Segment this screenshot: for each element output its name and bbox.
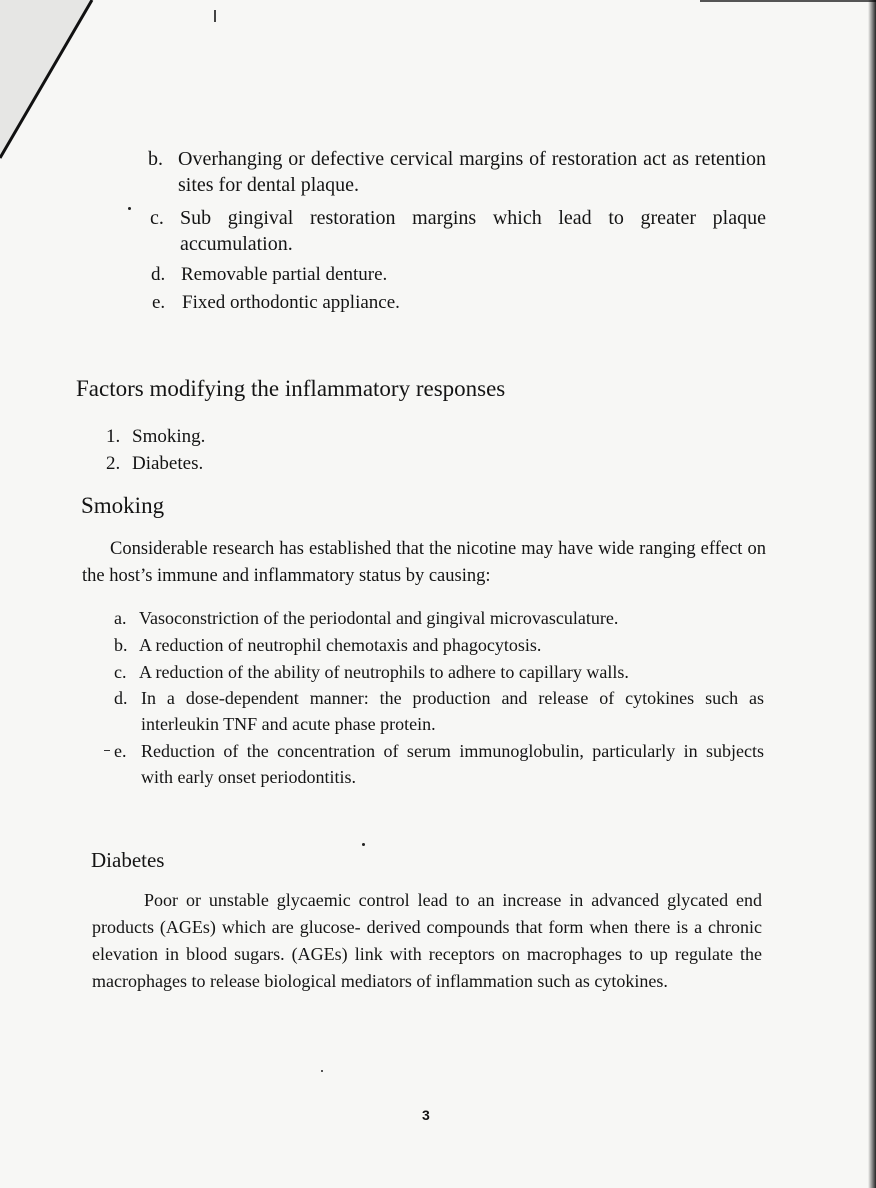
section-heading-diabetes: Diabetes bbox=[91, 848, 165, 872]
list-item-text: Removable partial denture. bbox=[181, 264, 388, 285]
scan-speck bbox=[321, 1070, 323, 1072]
list-marker: d. bbox=[151, 264, 166, 285]
list-marker: a. bbox=[114, 608, 127, 628]
list-item-text: A reduction of the ability of neutrophils to adhere to capillary walls. bbox=[139, 662, 629, 682]
list-item-text: Overhanging or defective cervical margins of restoration act as retention sites for dental plaque. bbox=[178, 148, 766, 196]
list-marker: 1. bbox=[106, 426, 121, 447]
list-marker: b. bbox=[114, 635, 128, 655]
list-item-text: Diabetes. bbox=[132, 453, 204, 474]
scan-speck bbox=[128, 207, 131, 210]
scan-speck bbox=[104, 750, 110, 751]
scan-speck bbox=[362, 843, 365, 846]
page-edge-shadow bbox=[868, 0, 876, 1188]
list-item-text: Smoking. bbox=[132, 426, 206, 447]
section-heading-factors: Factors modifying the inflammatory responses bbox=[76, 376, 506, 401]
list-marker: c. bbox=[114, 662, 127, 682]
list-marker: b. bbox=[148, 148, 163, 170]
page-number: 3 bbox=[422, 1107, 430, 1123]
list-item-text: Sub gingival restoration margins which lead to greater plaque accumulation. bbox=[180, 207, 766, 255]
list-marker: e. bbox=[152, 292, 166, 313]
list-item-text: Fixed orthodontic appliance. bbox=[182, 292, 400, 313]
section-heading-smoking: Smoking bbox=[81, 493, 165, 518]
list-item-text: Vasoconstriction of the periodontal and gingival microvasculature. bbox=[139, 608, 619, 628]
smoking-intro-paragraph: Considerable research has established that the nicotine may have wide ranging effect on the host’s immune and inflammatory status by causing: bbox=[82, 539, 766, 586]
list-marker: d. bbox=[114, 688, 128, 708]
list-item-text: A reduction of neutrophil chemotaxis and phagocytosis. bbox=[139, 635, 542, 655]
list-item-text: Reduction of the concentration of serum immunoglobulin, particularly in subjects with early onset periodontitis. bbox=[141, 741, 764, 787]
list-item-text: In a dose-dependent manner: the production and release of cytokines such as interleukin TNF and acute phase protein. bbox=[141, 688, 764, 734]
list-marker: e. bbox=[114, 741, 127, 761]
list-marker: 2. bbox=[106, 453, 121, 474]
diabetes-paragraph: Poor or unstable glycaemic control lead to an increase in advanced glycated end products (AGEs) which are glucose- derived compounds that form when there is a chronic elevation in blood sugars. (AGEs) link with receptors on macrophages to up regulate the macrophages to release biological mediators of inflammation such as cytokines. bbox=[92, 890, 762, 991]
list-marker: c. bbox=[150, 207, 164, 229]
scan-top-edge bbox=[700, 0, 876, 2]
scan-corner-fold-mark bbox=[0, 0, 130, 180]
scan-speck bbox=[214, 10, 216, 22]
